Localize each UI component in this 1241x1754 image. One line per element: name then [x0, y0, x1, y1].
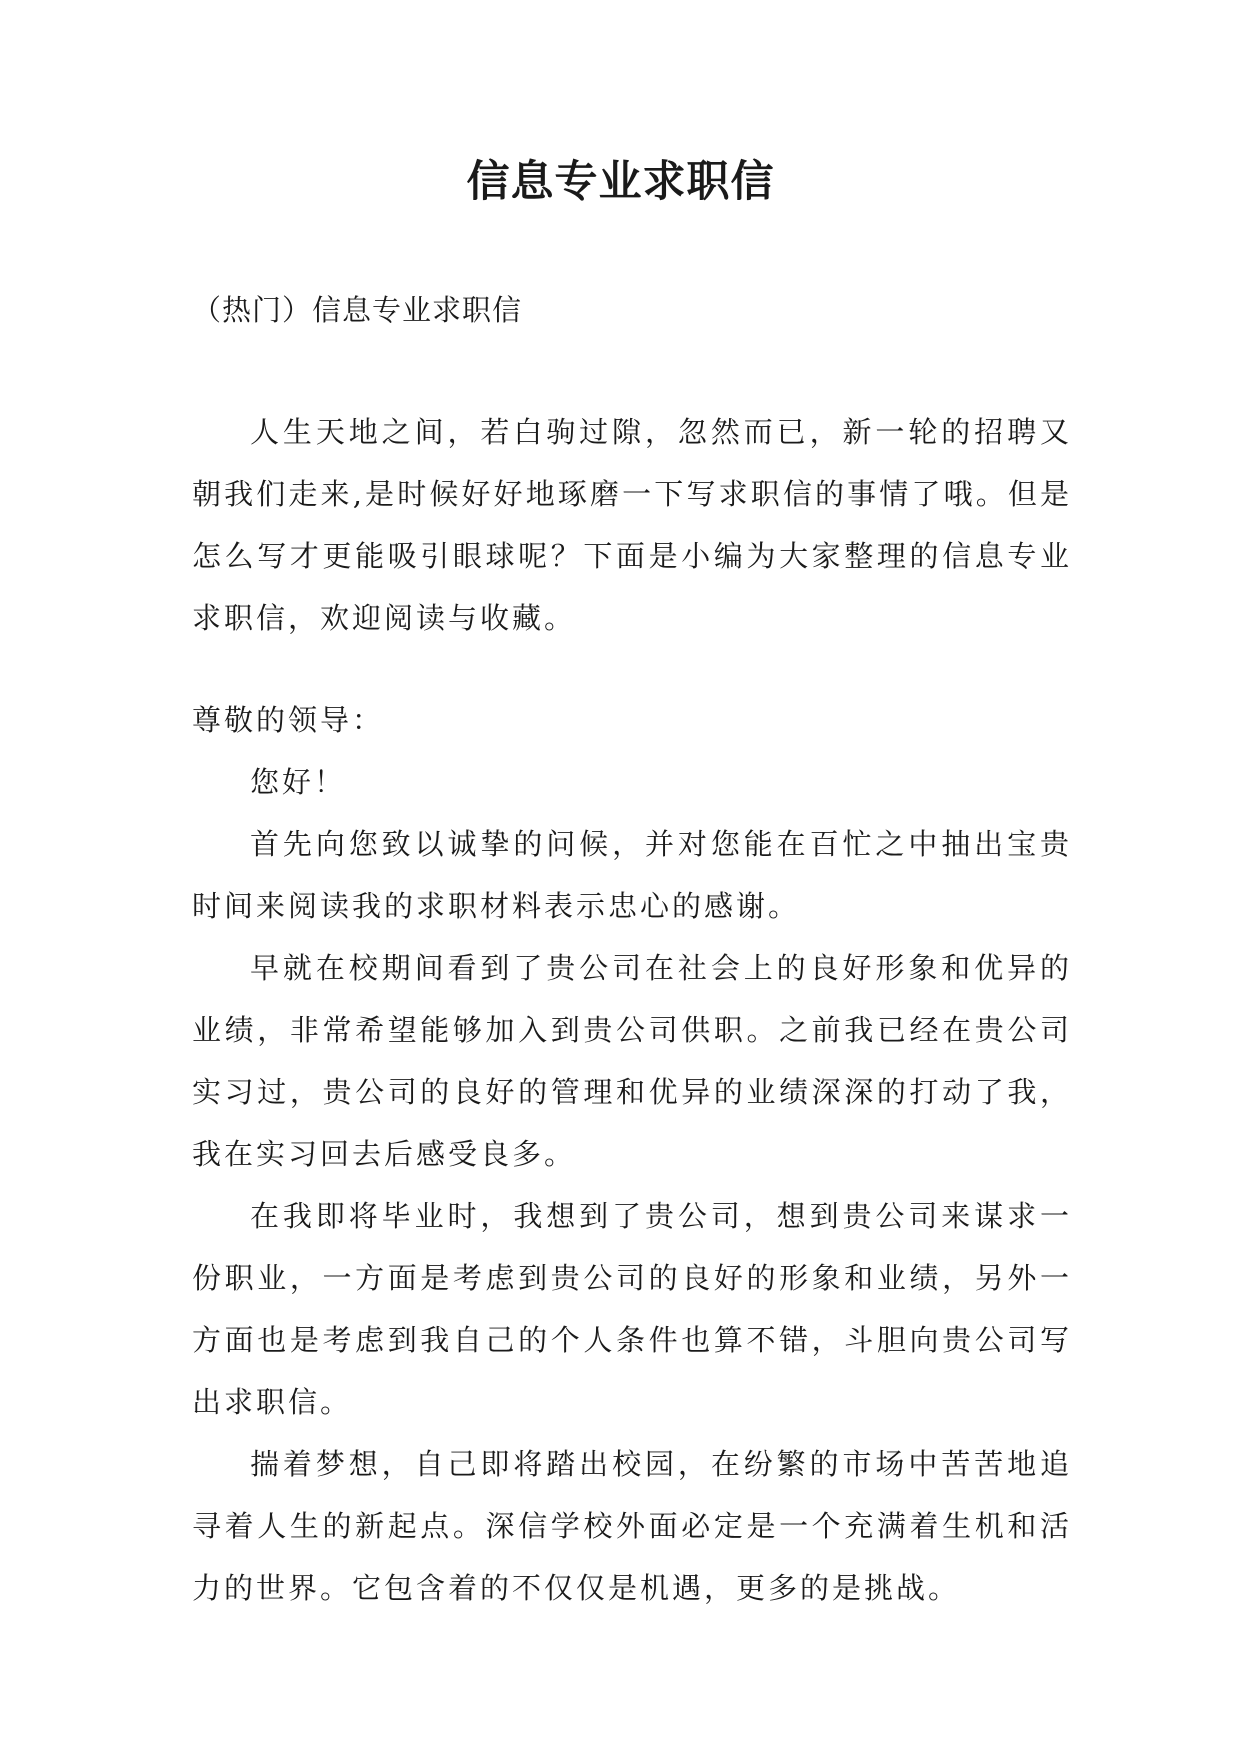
letter-paragraph: 早就在校期间看到了贵公司在社会上的良好形象和优异的业绩，非常希望能够加入到贵公司供职。之前我已经在贵公司实习过，贵公司的良好的管理和优异的业绩深深的打动了我，我在实习回去后感受良多。	[192, 951, 1072, 1171]
document-title: 信息专业求职信	[466, 157, 775, 207]
letter-paragraph: 在我即将毕业时，我想到了贵公司，想到贵公司来谋求一份职业，一方面是考虑到贵公司的良好的形象和业绩，另外一方面也是考虑到我自己的个人条件也算不错，斗胆向贵公司写出求职信。	[192, 1199, 1072, 1419]
document-subtitle: （热门）信息专业求职信	[192, 293, 523, 327]
letter-paragraph: 揣着梦想，自己即将踏出校园，在纷繁的市场中苦苦地追寻着人生的新起点。深信学校外面必定是一个充满着生机和活力的世界。它包含着的不仅仅是机遇，更多的是挑战。	[192, 1447, 1072, 1605]
intro-section	[192, 401, 1072, 649]
intro-paragraph: 人生天地之间，若白驹过隙，忽然而已，新一轮的招聘又朝我们走来,是时候好好地琢磨一下写求职信的事情了哦。但是怎么写才更能吸引眼球呢？下面是小编为大家整理的信息专业求职信，欢迎阅读与收藏。	[192, 415, 1072, 635]
letter-body	[192, 689, 1072, 1619]
letter-greeting: 您好！	[250, 765, 347, 799]
letter-salutation: 尊敬的领导：	[192, 703, 385, 737]
letter-paragraph: 首先向您致以诚挚的问候，并对您能在百忙之中抽出宝贵时间来阅读我的求职材料表示忠心的感谢。	[192, 827, 1072, 923]
